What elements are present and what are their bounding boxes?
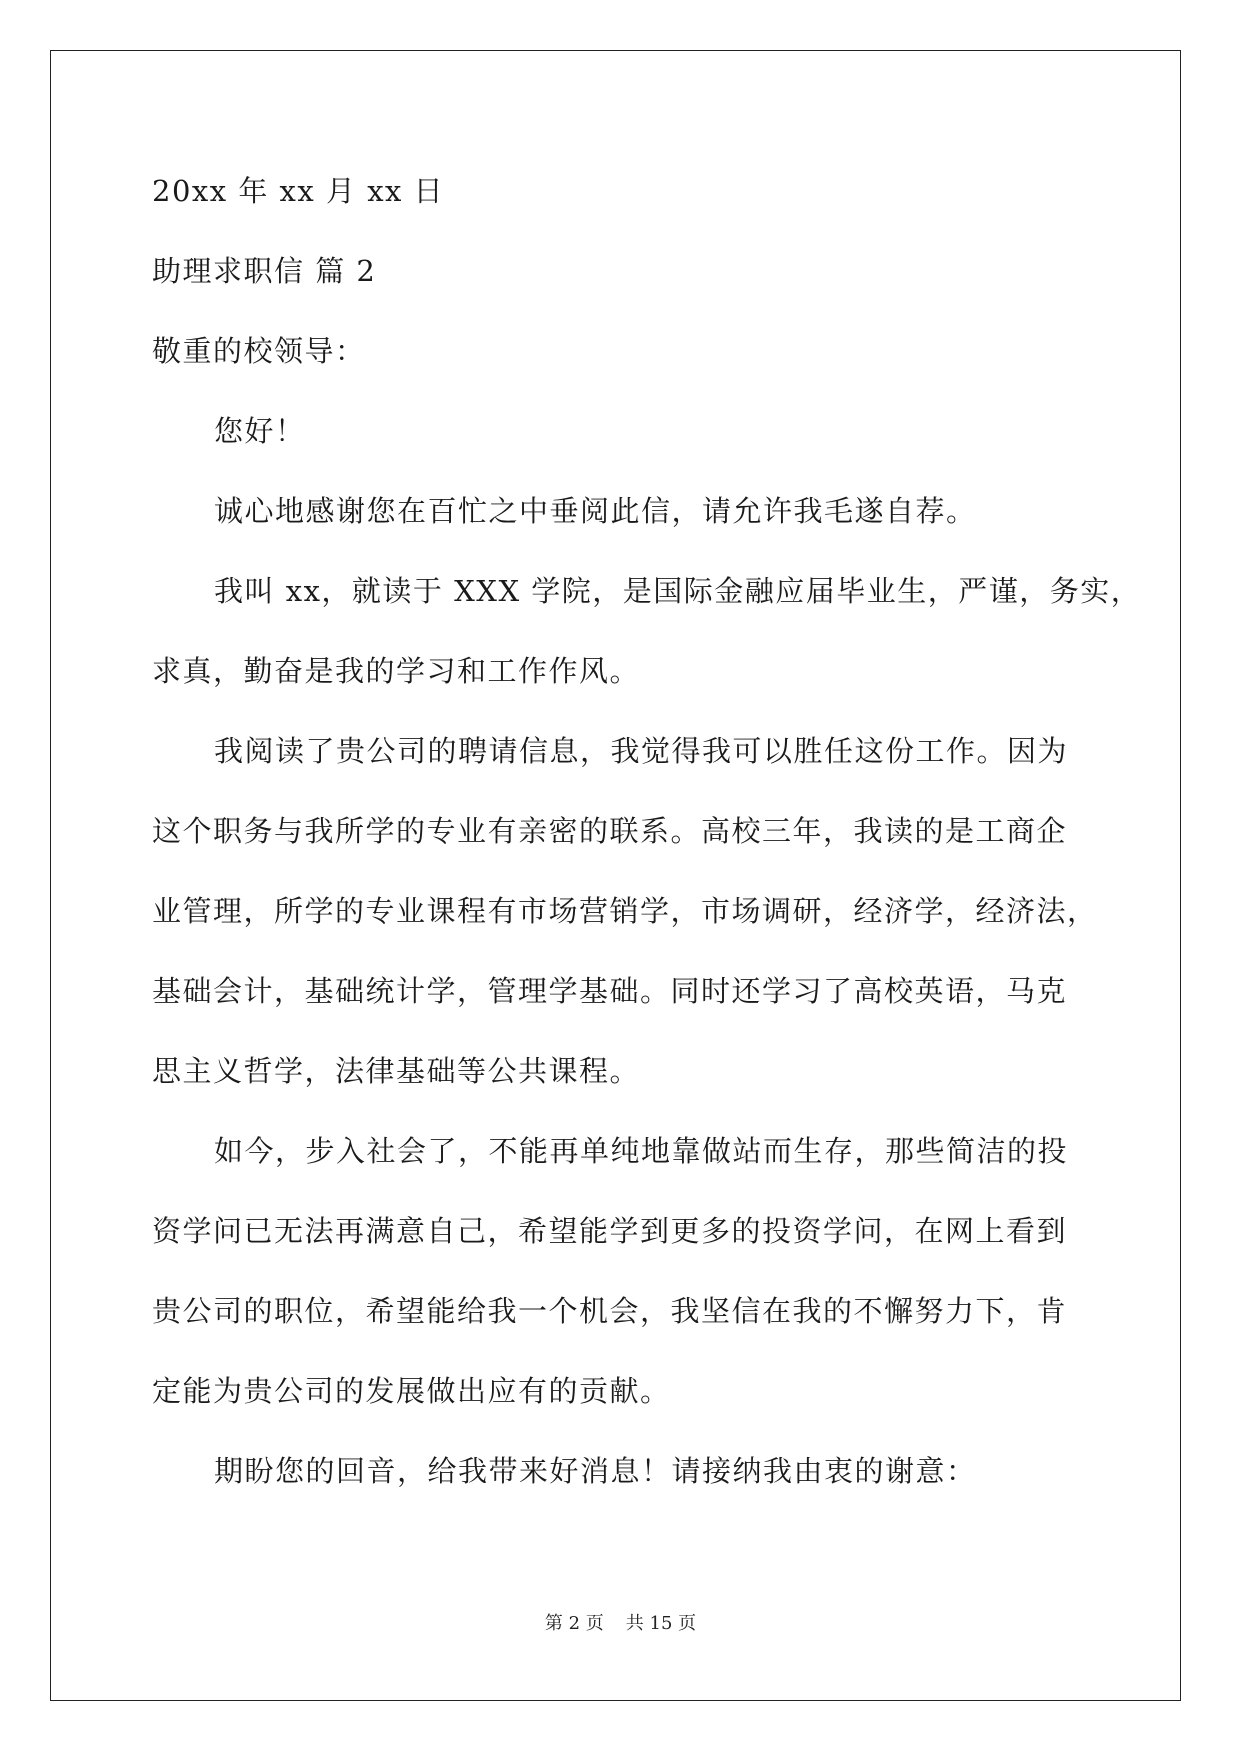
page-footer [0, 1612, 1241, 1636]
body-line: 求真，勤奋是我的学习和工作作风。 [152, 654, 641, 688]
body-line: 业管理，所学的专业课程有市场营销学，市场调研，经济学，经济法， [152, 894, 1098, 928]
page-number: 第 2 页 [544, 1613, 604, 1634]
body-line: 贵公司的职位，希望能给我一个机会，我坚信在我的不懈努力下，肯 [152, 1294, 1068, 1328]
page-total: 共 15 页 [625, 1613, 697, 1634]
section-heading: 助理求职信 篇 2 [152, 254, 377, 288]
body-line: 定能为贵公司的发展做出应有的贡献。 [152, 1374, 671, 1408]
closing-line: 期盼您的回音，给我带来好消息！请接纳我由衷的谢意： [214, 1454, 977, 1488]
body-line: 如今，步入社会了，不能再单纯地靠做站而生存，那些简洁的投 [214, 1134, 1069, 1168]
greeting-line: 您好！ [214, 414, 306, 448]
body-line: 这个职务与我所学的专业有亲密的联系。高校三年，我读的是工商企 [152, 814, 1068, 848]
body-line: 资学问已无法再满意自己，希望能学到更多的投资学问，在网上看到 [152, 1214, 1068, 1248]
date-line: 20xx 年 xx 月 xx 日 [152, 174, 445, 208]
body-line: 我叫 xx，就读于 XXX 学院，是国际金融应届毕业生，严谨，务实， [214, 574, 1142, 608]
body-line: 我阅读了贵公司的聘请信息，我觉得我可以胜任这份工作。因为 [214, 734, 1069, 768]
body-line: 诚心地感谢您在百忙之中垂阅此信，请允许我毛遂自荐。 [214, 494, 977, 528]
body-line: 思主义哲学，法律基础等公共课程。 [152, 1054, 641, 1088]
salutation: 敬重的校领导： [152, 334, 366, 368]
body-line: 基础会计，基础统计学，管理学基础。同时还学习了高校英语，马克 [152, 974, 1068, 1008]
